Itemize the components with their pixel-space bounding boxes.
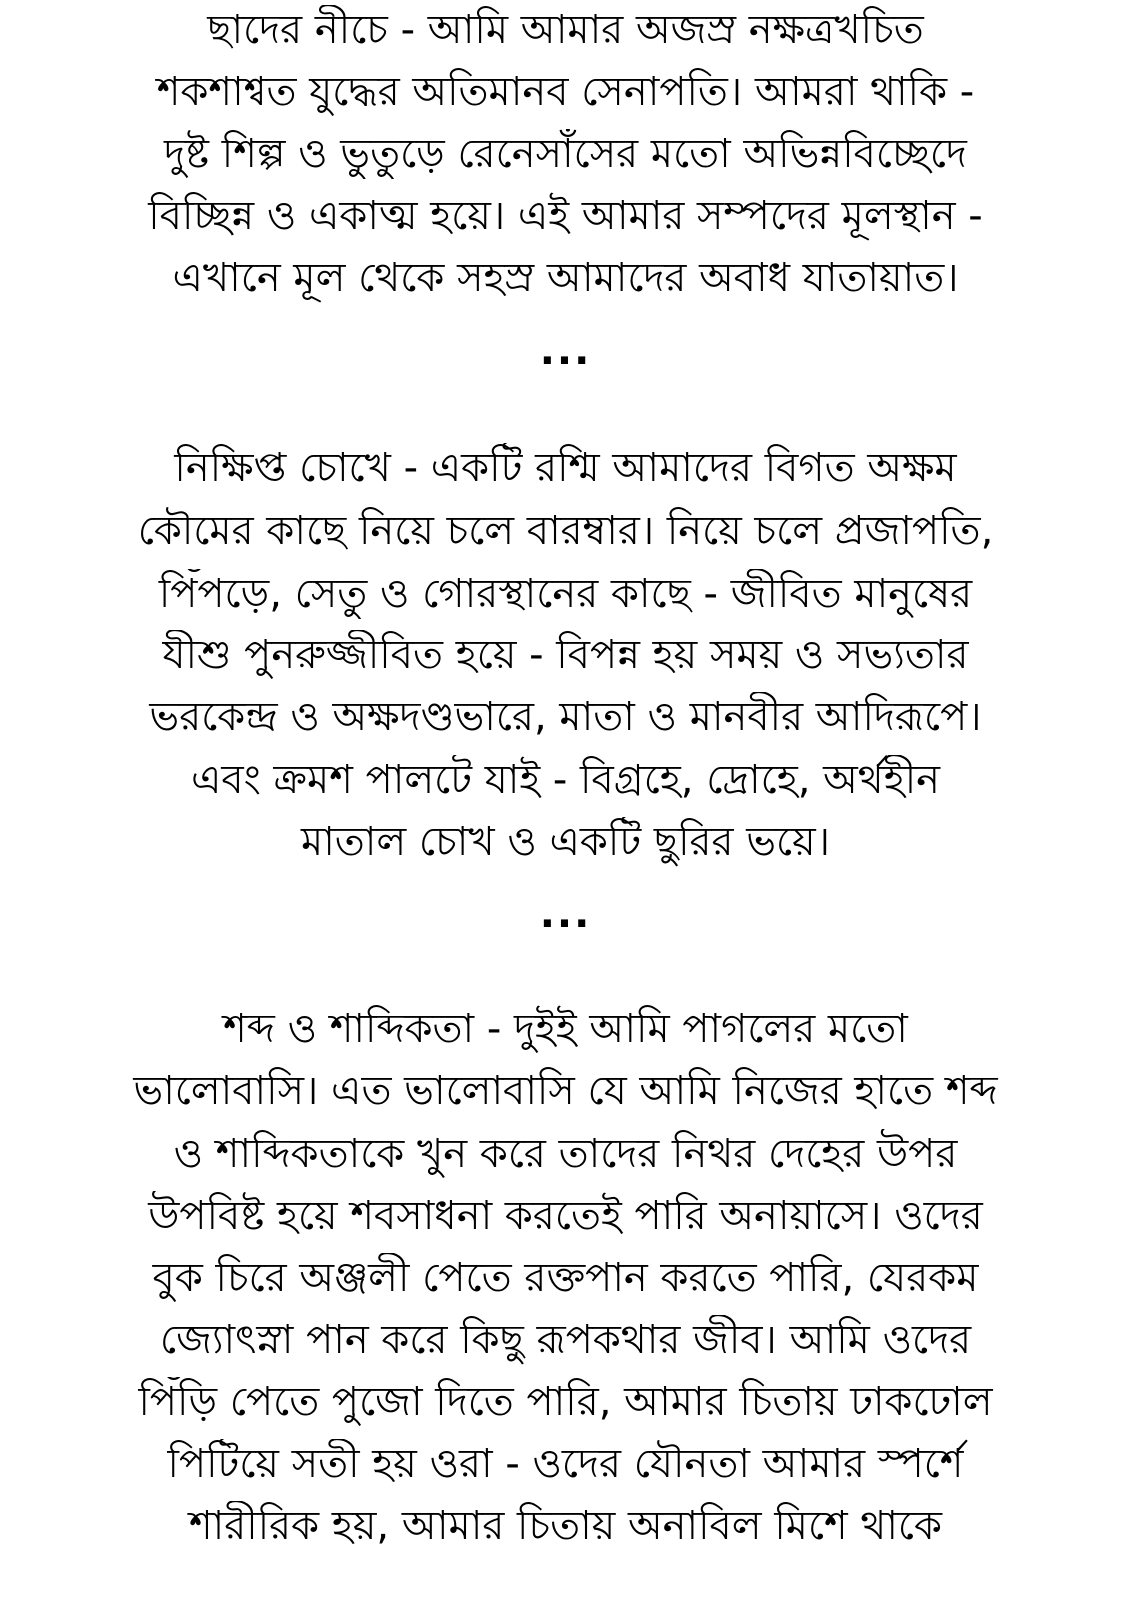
stanza-3-line-5: বুক চিরে অঞ্জলী পেতে রক্তপান করতে পারি, যেরকম [152,1255,979,1301]
stanza-1-line-3: দুষ্ট শিল্প ও ভুতুড়ে রেনেসাঁসের মতো অভিন্নবিচ্ছেদে [164,131,967,177]
stanza-1-line-4: বিচ্ছিন্ন ও একাত্ম হয়ে। এই আমার সম্পদের মূলস্থান - [148,193,983,239]
stanza-3-line-1: শব্দ ও শাব্দিকতা - দুইই আমি পাগলের মতো [223,1006,908,1052]
stanza-2-line-4: যীশু পুনরুজ্জীবিত হয়ে - বিপন্ন হয় সময় ও সভ্যতার [162,632,969,678]
stanza-3-line-7: পিঁড়ি পেতে পুজো দিতে পারি, আমার চিতায় ঢাকঢোল [138,1379,993,1425]
stanza-3-line-2: ভালোবাসি। এত ভালোবাসি যে আমি নিজের হাতে শব্দ [133,1068,998,1114]
stanza-2-line-7: মাতাল চোখ ও একটি ছুরির ভয়ে। [300,819,830,865]
stanza-3-line-6: জ্যোৎস্না পান করে কিছু রূপকথার জীব। আমি ওদের [159,1317,972,1363]
stanza-2-line-2: কৌমের কাছে নিয়ে চলে বারম্বার। নিয়ে চলে প্রজাপতি, [137,508,994,554]
stanza-2-line-1: নিক্ষিপ্ত চোখে - একটি রশ্মি আমাদের বিগত অক্ষম [174,445,957,491]
stanza-1-line-2: শকশাশ্বত যুদ্ধের অতিমানব সেনাপতি। আমরা থাকি - [156,69,975,115]
stanza-1-line-5: এখানে মূল থেকে সহস্র আমাদের অবাধ যাতায়াত। [172,255,959,301]
stanza-2-line-3: পিঁপড়ে, সেতু ও গোরস্থানের কাছে - জীবিত মানুষের [158,571,973,617]
stanza-1-separator: ... [539,328,592,374]
stanza-2-line-6: এবং ক্রমশ পালটে যাই - বিগ্রহে, দ্রোহে, অর্থহীন [190,757,941,803]
stanza-3-line-9: শারীরিক হয়, আমার চিতায় অনাবিল মিশে থাকে [189,1503,942,1549]
stanza-3-line-3: ও শাব্দিকতাকে খুন করে তাদের নিথর দেহের উপর [173,1131,958,1177]
stanza-3-line-8: পিটিয়ে সতী হয় ওরা - ওদের যৌনতা আমার স্পর্শে [167,1441,964,1487]
stanza-2-line-5: ভরকেন্দ্র ও অক্ষদণ্ডভারে, মাতা ও মানবীর আদিরূপে। [149,694,982,740]
stanza-1-line-1: ছাদের নীচে - আমি আমার অজস্র নক্ষত্রখচিত [207,7,924,53]
stanza-2-separator: ... [539,891,592,937]
stanza-3-line-4: উপবিষ্ট হয়ে শবসাধনা করতেই পারি অনায়াসে। ওদের [148,1193,983,1239]
